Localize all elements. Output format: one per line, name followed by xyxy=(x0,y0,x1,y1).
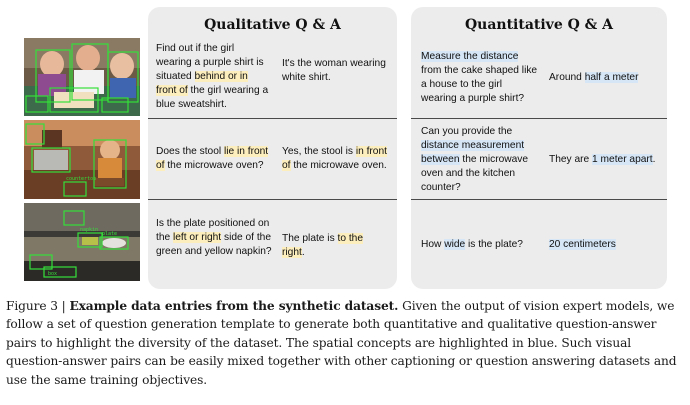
bbox-label-box: box xyxy=(48,271,58,277)
quantitative-qa-panel xyxy=(411,7,667,289)
quant-answer-3: 20 centimeters xyxy=(549,239,616,250)
quant-question-3: How wide is the plate? xyxy=(421,239,523,250)
caption-text: Given the output of vision expert models, we follow a set of question generation template to generate both quantitative and qualitative question-answer pairs to highlight the diversity of the dataset. The spatial concepts are highlighted in blue. Such visual question-answer pairs can be easily mixed together with other captioning or question answering datasets and use the same training objectives. xyxy=(6,299,677,387)
caption-label: Figure 3 | xyxy=(6,299,70,313)
bbox-label-napkin: napkin xyxy=(80,227,99,233)
qual-question-1: Find out if the girl wearing a purple shirt is situated behind or in front of the girl wearing a blue sweatshirt. xyxy=(156,43,269,110)
quant-answer-1: Around half a meter xyxy=(549,72,639,83)
row-divider xyxy=(148,199,397,200)
quant-question-2: Can you provide the distance measurement between the microwave oven and the kitchen counter? xyxy=(421,126,529,193)
row-divider xyxy=(411,118,667,119)
qual-answer-3: The plate is to the right. xyxy=(282,233,363,258)
qual-answer-2: Yes, the stool is in front of the microwave oven. xyxy=(282,146,387,171)
qual-answer-1: It's the woman wearing white shirt. xyxy=(282,58,386,83)
bbox-label-plate: plate xyxy=(102,231,118,237)
caption-bold: Example data entries from the synthetic dataset. xyxy=(69,299,399,313)
quant-question-1: Measure the distance from the cake shaped like a house to the girl wearing a purple shirt? xyxy=(421,51,538,104)
qualitative-qa-panel xyxy=(148,7,397,289)
qual-question-2: Does the stool lie in front of the microwave oven? xyxy=(156,146,269,171)
qual-question-3: Is the plate positioned on the left or right side of the green and yellow napkin? xyxy=(156,218,272,257)
quant-answer-2: They are 1 meter apart. xyxy=(549,154,656,165)
quantitative-panel-title: Quantitative Q & A xyxy=(464,17,614,33)
example-photo-children-party xyxy=(24,38,140,116)
row-divider xyxy=(148,118,397,119)
figure-caption xyxy=(6,297,686,389)
example-photo-kitchen-stool xyxy=(24,120,140,199)
bbox-label-counter: countertop xyxy=(66,176,97,182)
qualitative-panel-title: Qualitative Q & A xyxy=(204,17,341,33)
example-photo-dining-table xyxy=(24,203,140,281)
row-divider xyxy=(411,199,667,200)
